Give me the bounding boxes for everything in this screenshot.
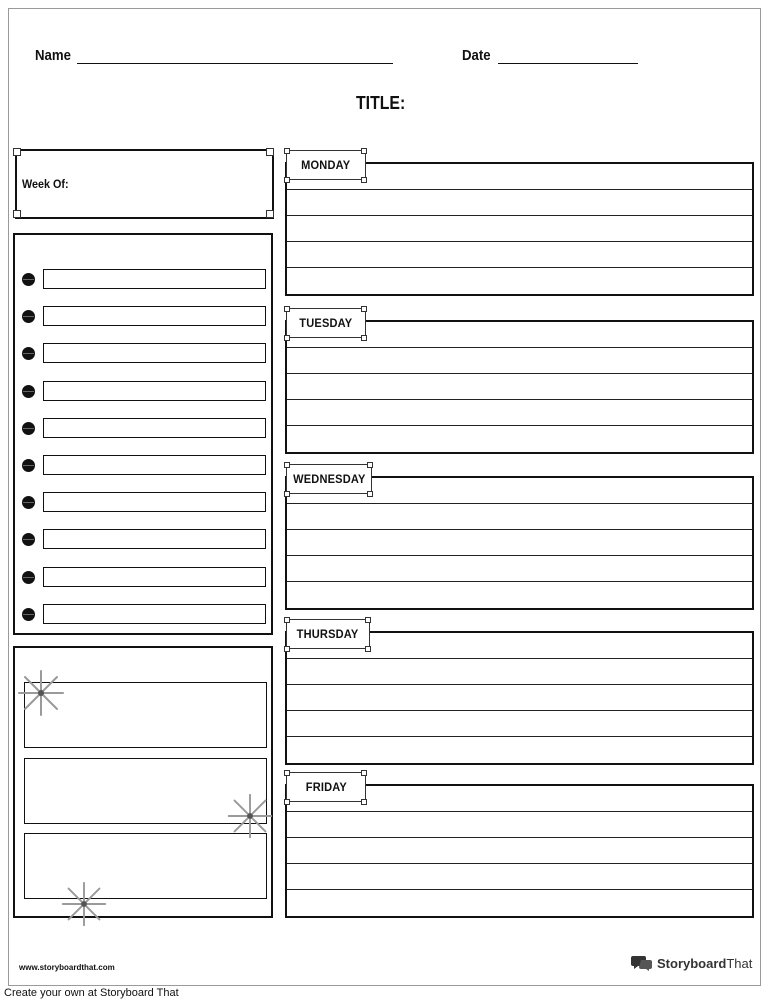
day-label-friday: [286, 772, 366, 802]
bullet-dot-icon: [22, 533, 35, 546]
storyboard-that-logo-icon: [631, 954, 653, 972]
resize-handle-icon: [365, 646, 371, 652]
writing-line: [287, 503, 752, 504]
writing-line: [287, 241, 752, 242]
day-section-thursday[interactable]: [285, 631, 754, 765]
resize-handle-icon: [284, 617, 290, 623]
resize-handle-icon: [13, 148, 21, 156]
sparkle-icon: [223, 789, 277, 843]
footer-url[interactable]: www.storyboardthat.com: [19, 963, 115, 972]
todo-list-box: [13, 233, 273, 635]
resize-handle-icon: [266, 148, 274, 156]
todo-item-field[interactable]: [43, 455, 266, 475]
writing-line: [287, 710, 752, 711]
day-label-text: THURSDAY: [297, 627, 359, 641]
date-field-line[interactable]: [498, 63, 638, 64]
writing-line: [287, 529, 752, 530]
bullet-dot-icon: [22, 571, 35, 584]
writing-line: [287, 889, 752, 890]
resize-handle-icon: [284, 306, 290, 312]
resize-handle-icon: [284, 335, 290, 341]
day-section-wednesday[interactable]: [285, 476, 754, 610]
week-of-box[interactable]: [15, 149, 274, 219]
day-label-wednesday: [286, 464, 372, 494]
logo-text-bold: Storyboard: [657, 955, 727, 971]
resize-handle-icon: [13, 210, 21, 218]
resize-handle-icon: [361, 148, 367, 154]
resize-handle-icon: [361, 306, 367, 312]
resize-handle-icon: [365, 617, 371, 623]
day-label-monday: [286, 150, 366, 180]
writing-line: [287, 399, 752, 400]
writing-line: [287, 189, 752, 190]
worksheet-page: [8, 8, 761, 986]
resize-handle-icon: [367, 462, 373, 468]
sparkle-icon: [13, 665, 69, 721]
resize-handle-icon: [284, 646, 290, 652]
credit-link[interactable]: Create your own at Storyboard That: [4, 987, 179, 999]
writing-line: [287, 863, 752, 864]
day-label-text: FRIDAY: [305, 780, 347, 794]
day-section-friday[interactable]: [285, 784, 754, 918]
writing-line: [287, 215, 752, 216]
writing-line: [287, 425, 752, 426]
resize-handle-icon: [284, 177, 290, 183]
bullet-dot-icon: [22, 273, 35, 286]
bullet-dot-icon: [22, 459, 35, 472]
date-label: Date: [462, 47, 491, 64]
storyboard-that-logo[interactable]: [631, 954, 752, 972]
bullet-dot-icon: [22, 422, 35, 435]
todo-item-field[interactable]: [43, 343, 266, 363]
todo-item-field[interactable]: [43, 492, 266, 512]
bullet-dot-icon: [22, 310, 35, 323]
resize-handle-icon: [361, 177, 367, 183]
bullet-dot-icon: [22, 496, 35, 509]
todo-item-field[interactable]: [43, 567, 266, 587]
logo-text-rest: That: [726, 955, 753, 971]
resize-handle-icon: [284, 770, 290, 776]
writing-line: [287, 658, 752, 659]
resize-handle-icon: [266, 210, 274, 218]
bullet-dot-icon: [22, 347, 35, 360]
resize-handle-icon: [284, 799, 290, 805]
resize-handle-icon: [367, 491, 373, 497]
todo-item-field[interactable]: [43, 529, 266, 549]
day-label-text: TUESDAY: [299, 316, 353, 330]
bullet-dot-icon: [22, 608, 35, 621]
day-section-monday[interactable]: [285, 162, 754, 296]
resize-handle-icon: [284, 148, 290, 154]
day-section-tuesday[interactable]: [285, 320, 754, 454]
todo-item-field[interactable]: [43, 269, 266, 289]
day-label-text: MONDAY: [301, 158, 351, 172]
resize-handle-icon: [284, 491, 290, 497]
day-label-tuesday: [286, 308, 366, 338]
writing-line: [287, 684, 752, 685]
resize-handle-icon: [361, 770, 367, 776]
day-label-thursday: [286, 619, 370, 649]
week-of-label: Week Of:: [22, 177, 69, 191]
writing-line: [287, 581, 752, 582]
writing-line: [287, 837, 752, 838]
todo-item-field[interactable]: [43, 604, 266, 624]
page-title: TITLE:: [356, 93, 406, 113]
writing-line: [287, 811, 752, 812]
bullet-dot-icon: [22, 385, 35, 398]
todo-item-field[interactable]: [43, 381, 266, 401]
writing-line: [287, 267, 752, 268]
resize-handle-icon: [361, 335, 367, 341]
resize-handle-icon: [361, 799, 367, 805]
writing-line: [287, 736, 752, 737]
todo-item-field[interactable]: [43, 306, 266, 326]
writing-line: [287, 373, 752, 374]
day-label-text: WEDNESDAY: [292, 472, 366, 486]
resize-handle-icon: [284, 462, 290, 468]
todo-item-field[interactable]: [43, 418, 266, 438]
name-field-line[interactable]: [77, 63, 393, 64]
name-label: Name: [35, 47, 71, 64]
sparkle-icon: [57, 877, 111, 931]
writing-line: [287, 555, 752, 556]
writing-line: [287, 347, 752, 348]
